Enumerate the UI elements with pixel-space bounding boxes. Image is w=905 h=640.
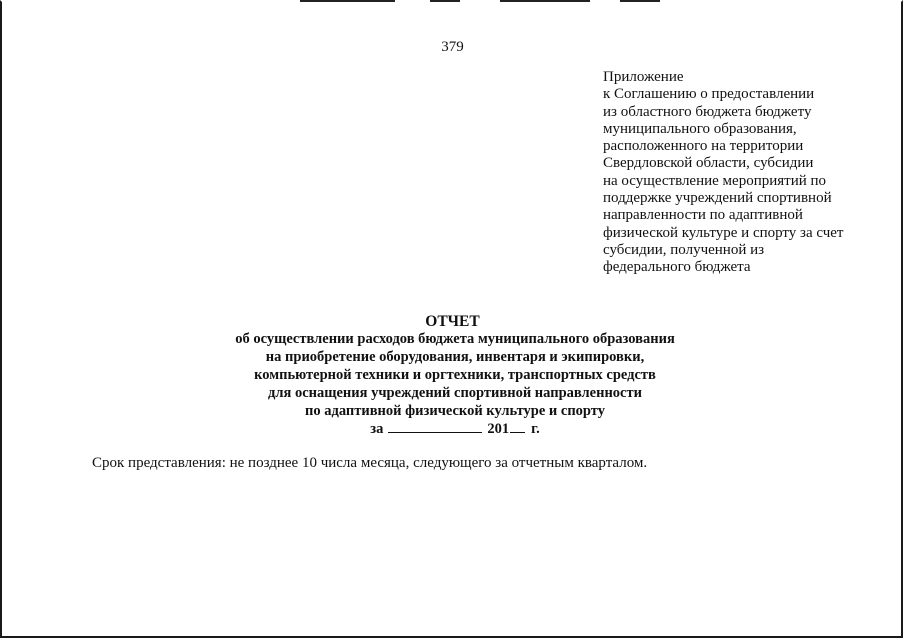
report-period bbox=[0, 420, 905, 438]
scan-edge-marks bbox=[300, 0, 660, 3]
report-title: ОТЧЕТ bbox=[425, 313, 480, 330]
appendix-line: к Соглашению о предоставлении bbox=[603, 86, 815, 103]
appendix-line: Свердловской области, субсидии bbox=[603, 155, 814, 172]
report-subtitle-line: компьютерной техники и оргтехники, транспортных средств bbox=[254, 366, 656, 383]
appendix-line: физической культуре и спорту за счет bbox=[603, 224, 844, 241]
appendix-line: направленности по адаптивной bbox=[603, 207, 803, 224]
page-number: 379 bbox=[441, 39, 464, 55]
submission-deadline: Срок представления: не позднее 10 числа месяца, следующего за отчетным кварталом. bbox=[92, 455, 648, 471]
period-year-prefix: 201 bbox=[487, 421, 510, 437]
appendix-line: поддержке учреждений спортивной bbox=[603, 190, 832, 207]
report-subtitle-line: на приобретение оборудования, инвентаря и экипировки, bbox=[265, 348, 645, 365]
year-blank-field[interactable] bbox=[510, 420, 525, 433]
appendix-line: муниципального образования, bbox=[603, 120, 797, 137]
appendix-line: федерального бюджета bbox=[603, 259, 751, 276]
appendix-block bbox=[603, 69, 893, 277]
period-suffix: г. bbox=[531, 421, 540, 437]
report-subtitle bbox=[0, 331, 905, 421]
report-subtitle-line: об осуществлении расходов бюджета муниципального образования bbox=[235, 331, 675, 347]
report-subtitle-line: по адаптивной физической культуре и спорту bbox=[305, 402, 605, 419]
appendix-line: Приложение bbox=[603, 69, 684, 85]
appendix-line: расположенного на территории bbox=[603, 138, 804, 155]
appendix-line: из областного бюджета бюджету bbox=[603, 103, 812, 120]
appendix-line: на осуществление мероприятий по bbox=[603, 172, 827, 189]
report-subtitle-line: для оснащения учреждений спортивной направленности bbox=[268, 384, 642, 401]
period-blank-field[interactable] bbox=[388, 420, 482, 433]
appendix-line: субсидии, полученной из bbox=[603, 241, 765, 258]
period-prefix: за bbox=[370, 421, 384, 437]
